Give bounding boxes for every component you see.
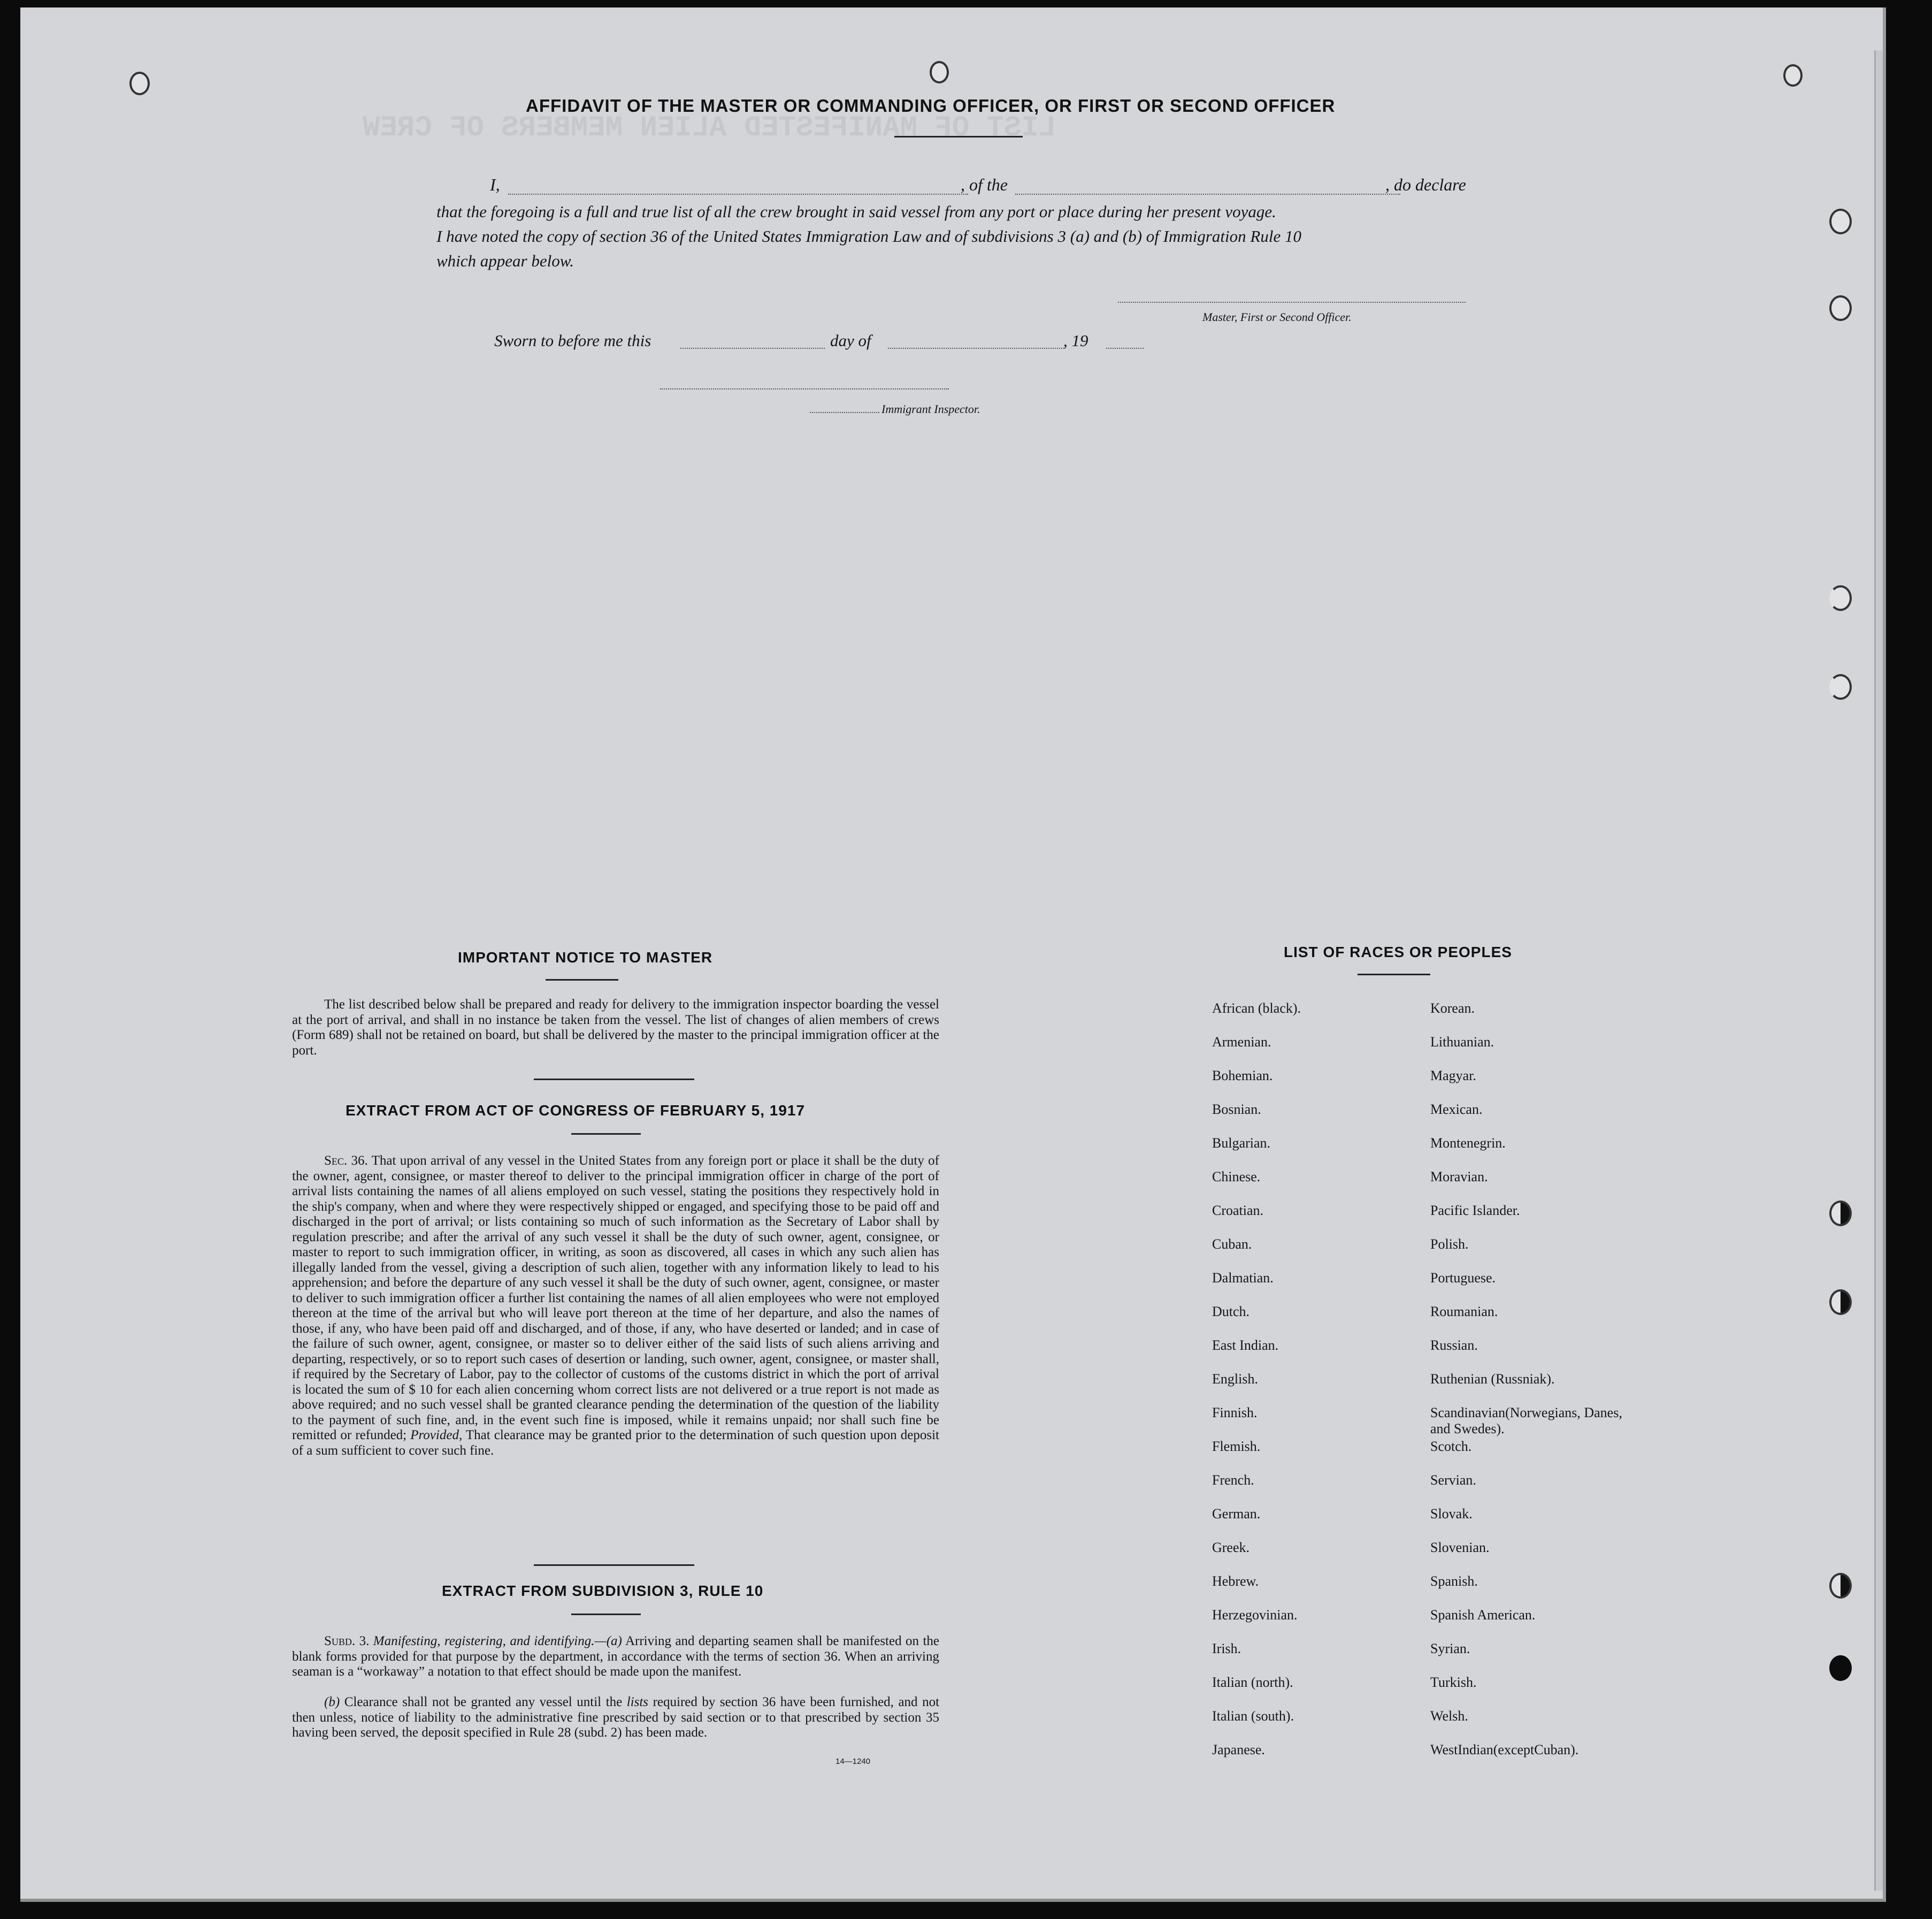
notice-title: IMPORTANT NOTICE TO MASTER [458, 949, 713, 966]
notice-title-rule [546, 979, 618, 981]
race-item: African (black). [1212, 1000, 1301, 1016]
name-blank [508, 194, 968, 195]
punch-hole [1829, 1201, 1852, 1226]
race-item: East Indian. [1212, 1337, 1279, 1353]
race-item: Roumanian. [1430, 1304, 1498, 1319]
races-title-rule [1358, 974, 1430, 975]
notice-body: The list described below shall be prepared and ready for delivery to the immigration inspector boarding the vessel at the port of arrival, and shall in no instance be taken from the vessel. The list of changes of alien members of crews (Form 689) shall not be retained on board, but shall be delivered by the master to the principal immigration officer at the port. [292, 997, 939, 1058]
act-extract-body: Sec. 36. That upon arrival of any vessel in the United States from any foreign port or place it shall be the duty of the owner, agent, consignee, or master thereof to deliver to the principal immigration officer in charge of the port of arrival lists containing the names of all aliens employed on such vessel, stating the positions they respectively hold in the ship's company, when and where they were respectively shipped or engaged, and specifying those to be paid off and discharged in the port of arrival; or lists containing so much of such information as the Secretary of Labor shall by regulation prescribe; and after the arrival of any such vessel it shall be the duty of such owner, agent, consignee, or master to report to such immigration officer, in writing, as soon as discovered, all cases in which any such alien has illegally landed from the vessel, giving a description of such alien, together with any information likely to lead to his apprehension; and before the departure of any such vessel it shall be the duty of such owner, agent, consignee, or master to deliver to such immigration officer a further list containing the names of all alien employees who were not employed thereon at the time of the arrival but who will leave port thereon at the time of her departure, and also the names of those, if any, who have been paid off and discharged, and of those, if any, who have deserted or landed; and in case of the failure of such owner, agent, consignee, or master so to deliver either of the said lists of such aliens arriving and departing, respectively, or so to report such cases of desertion or landing, such owner, agent, consignee, or master shall, if required by the Secretary of Labor, pay to the collector of customs of the customs district in which the port of arrival is located the sum of $ 10 for each alien concerning whom correct lists are not delivered or a true report is not made as above required; and no such vessel shall be granted clearance pending the determination of the question of the liability to the payment of such fine, and, in the event such fine is imposed, while it remains unpaid; nor shall such fine be remitted or refunded; Provided, That clearance may be granted prior to the determination of such question upon deposit of a sum sufficient to cover such fine. [292, 1153, 939, 1458]
rule-extract-part-b: (b) Clearance shall not be granted any vessel until the lists required by section 36 have been furnished, and not then unless, notice of liability to the administrative fine prescribed by said section or to that prescribed by section 35 having been served, the deposit specified in Rule 28 (subd. 2) has been made. [292, 1695, 940, 1740]
race-item: Montenegrin. [1430, 1135, 1506, 1151]
punch-hole [1829, 585, 1852, 611]
act-extract-title: EXTRACT FROM ACT OF CONGRESS OF FEBRUARY 5, 1917 [346, 1102, 806, 1119]
bleed-through-header: LIST OF MANIFESTED ALIEN MEMBERS OF CREW [363, 112, 1056, 144]
race-item: Cuban. [1212, 1236, 1252, 1252]
race-item: Moravian. [1430, 1169, 1488, 1184]
race-item: Polish. [1430, 1236, 1469, 1252]
affidavit-title-rule [894, 136, 1023, 137]
punch-hole [1783, 64, 1803, 87]
race-item: Italian (north). [1212, 1675, 1293, 1690]
race-item: Magyar. [1430, 1068, 1476, 1083]
affidavit-title: AFFIDAVIT OF THE MASTER OR COMMANDING OFFICER, OR FIRST OR SECOND OFFICER [526, 96, 1336, 116]
race-item: Slovenian. [1430, 1540, 1490, 1555]
race-item: Irish. [1212, 1641, 1241, 1656]
race-item: German. [1212, 1506, 1261, 1522]
rule-extract-part-a: Subd. 3. Manifesting, registering, and identifying.—(a) Arriving and departing seamen shall be manifested on the blank forms provided for that purpose by the department, in accordance with the terms of section 36. When an arriving seaman is a “workaway” a notation to that effect should be made upon the manifest. [292, 1634, 939, 1679]
race-item: Welsh. [1430, 1708, 1468, 1724]
affidavit-line1-of-the: , of the [961, 175, 1008, 194]
race-item: Spanish American. [1430, 1607, 1536, 1623]
race-item: Bulgarian. [1212, 1135, 1271, 1151]
race-item: Chinese. [1212, 1169, 1261, 1184]
act-title-rule [571, 1133, 641, 1135]
race-item: Ruthenian (Russniak). [1430, 1371, 1555, 1387]
form-number: 14—1240 [835, 1757, 871, 1766]
race-item: Greek. [1212, 1540, 1250, 1555]
punch-hole [1829, 1573, 1852, 1599]
race-item: Slovak. [1430, 1506, 1473, 1522]
punch-hole [1829, 295, 1852, 321]
proviso-word: Provided, [410, 1428, 463, 1442]
notice-section-rule [534, 1079, 694, 1080]
race-item: Japanese. [1212, 1742, 1265, 1757]
affidavit-line1-declare: , do declare [1385, 175, 1466, 194]
sworn-year-blank [1106, 348, 1144, 349]
race-item: Korean. [1430, 1000, 1475, 1016]
race-item: Turkish. [1430, 1675, 1477, 1690]
race-item: Mexican. [1430, 1102, 1483, 1117]
race-item: Hebrew. [1212, 1573, 1259, 1589]
document-page [20, 7, 1886, 1902]
act-section-rule [534, 1564, 694, 1566]
sworn-day-of: day of [830, 331, 871, 350]
race-item: Armenian. [1212, 1034, 1271, 1050]
inspector-short-line [810, 412, 879, 413]
master-signature-line [1118, 302, 1466, 303]
race-item: Flemish. [1212, 1439, 1261, 1454]
affidavit-line1-i: I, [490, 175, 500, 194]
race-item: Servian. [1430, 1472, 1476, 1488]
inspector-signature-line [660, 388, 949, 389]
affidavit-line2: that the foregoing is a full and true list of all the crew brought in said vessel from any port or place during her present voyage. [436, 202, 1276, 221]
race-item: Bosnian. [1212, 1102, 1261, 1117]
punch-hole [1829, 1655, 1852, 1681]
rule-title-rule [571, 1614, 641, 1615]
sworn-month-blank [888, 348, 1064, 349]
race-item: Scandinavian(Norwegians, Danes, and Swedes). [1430, 1405, 1622, 1436]
rule-extract-title: EXTRACT FROM SUBDIVISION 3, RULE 10 [442, 1582, 764, 1599]
race-item: English. [1212, 1371, 1258, 1387]
race-item: Lithuanian. [1430, 1034, 1494, 1050]
punch-hole [1829, 209, 1852, 234]
race-item: Pacific Islander. [1430, 1203, 1520, 1218]
race-item: Herzegovinian. [1212, 1607, 1298, 1623]
race-item: Dutch. [1212, 1304, 1250, 1319]
race-item: Finnish. [1212, 1405, 1258, 1420]
race-item: French. [1212, 1472, 1254, 1488]
race-item: Bohemian. [1212, 1068, 1273, 1083]
races-title: LIST OF RACES OR PEOPLES [1284, 944, 1512, 960]
race-item: Croatian. [1212, 1203, 1264, 1218]
race-item: Spanish. [1430, 1573, 1478, 1589]
race-item: Italian (south). [1212, 1708, 1294, 1724]
master-signature-label: Master, First or Second Officer. [1202, 310, 1352, 324]
inspector-label: Immigrant Inspector. [881, 402, 980, 416]
race-item: WestIndian(exceptCuban). [1430, 1742, 1579, 1757]
race-item: Portuguese. [1430, 1270, 1496, 1286]
race-item: Syrian. [1430, 1641, 1470, 1656]
punch-hole [1829, 674, 1852, 700]
race-item: Russian. [1430, 1337, 1478, 1353]
race-item: Dalmatian. [1212, 1270, 1274, 1286]
race-item: Scotch. [1430, 1439, 1472, 1454]
sworn-day-blank [680, 348, 825, 349]
sworn-year: , 19 [1063, 331, 1088, 350]
punch-hole [930, 61, 949, 83]
punch-hole [1829, 1289, 1852, 1315]
sworn-prefix: Sworn to before me this [494, 331, 651, 350]
page-edge [1874, 50, 1886, 1891]
punch-hole [129, 72, 150, 95]
vessel-blank [1015, 194, 1400, 195]
affidavit-line4: which appear below. [436, 251, 574, 270]
affidavit-line3: I have noted the copy of section 36 of the United States Immigration Law and of subdivisions 3 (a) and (b) of Immigration Rule 10 [436, 227, 1301, 246]
sec-label: Sec. 36. [324, 1153, 368, 1168]
